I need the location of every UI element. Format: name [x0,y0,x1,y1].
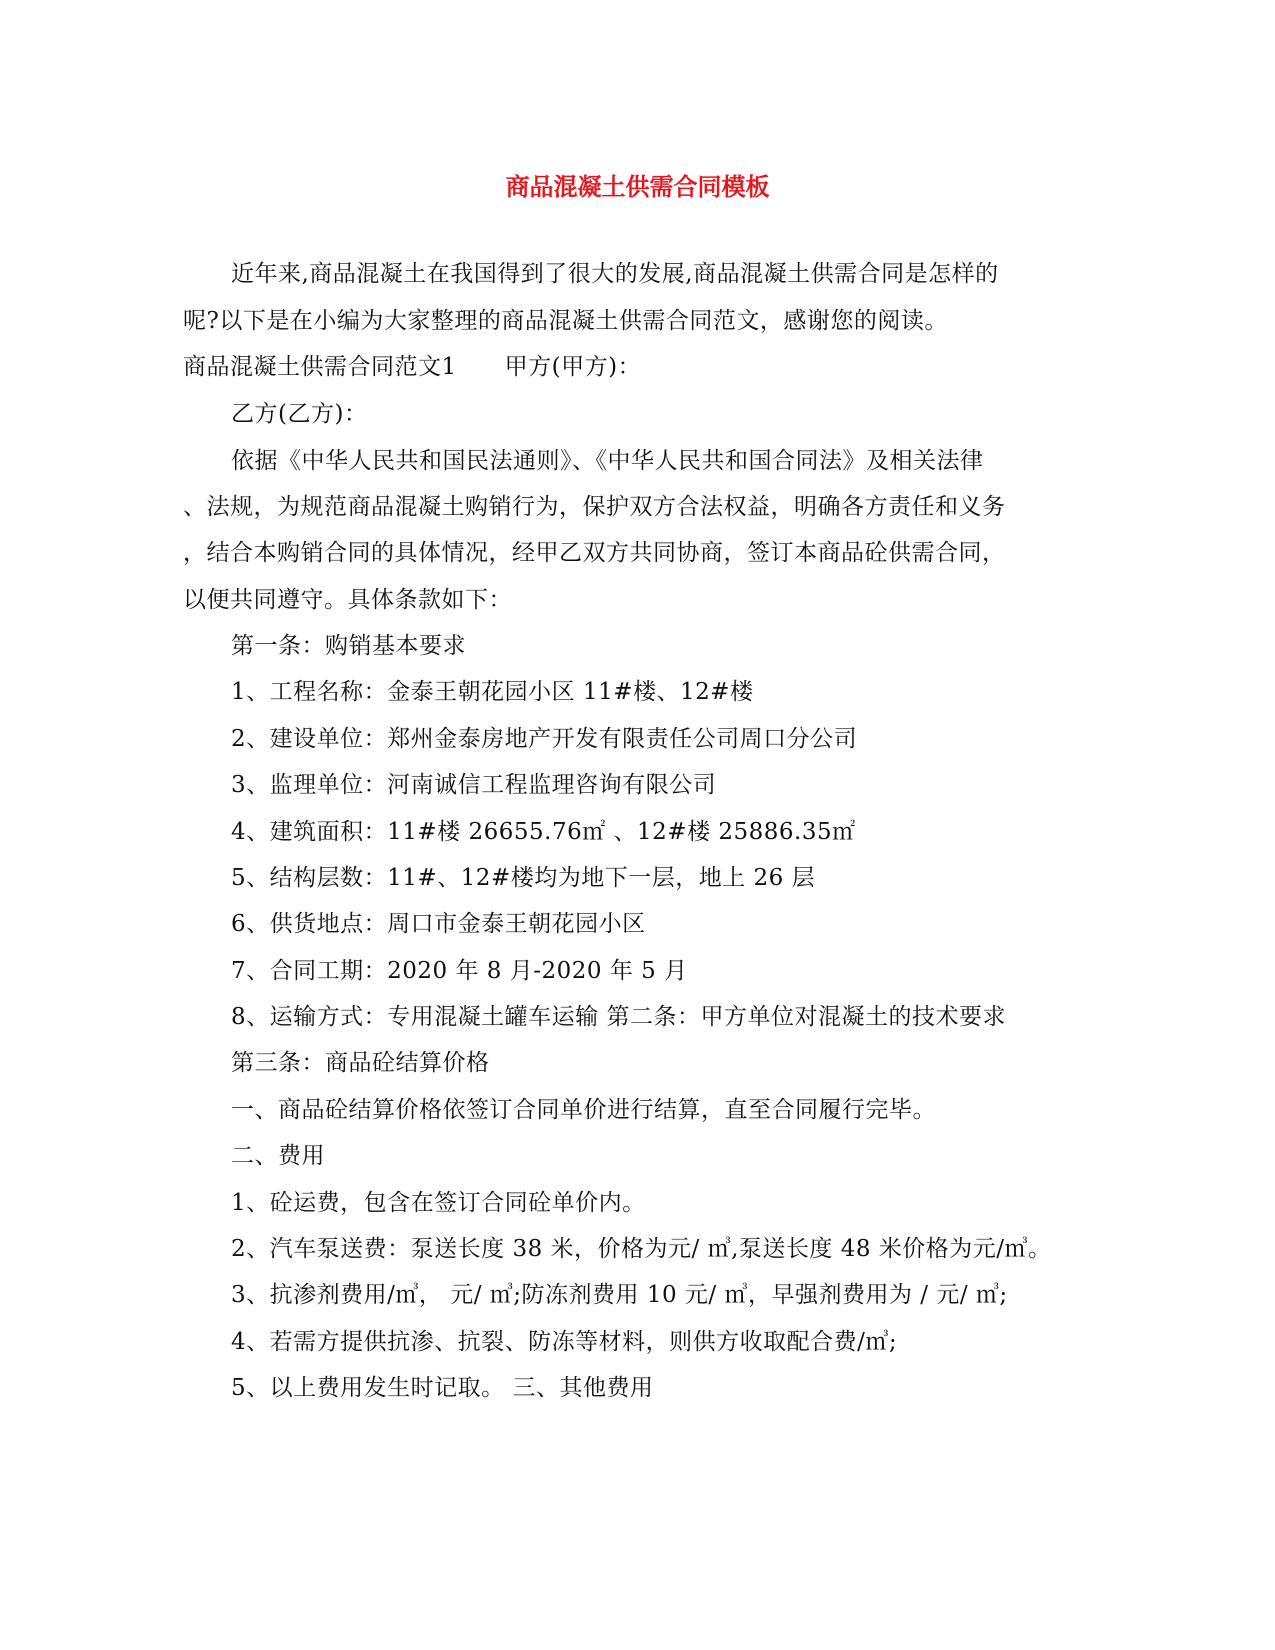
list-item: 6、供货地点：周口市金泰王朝花园小区 [231,911,646,937]
list-item: 4、若需方提供抗渗、抗裂、防冻等材料，则供方收取配合费/㎥; [231,1329,898,1355]
paragraph-line: 一、商品砼结算价格依签订合同单价进行结算，直至合同履行完毕。 [231,1097,936,1123]
list-item: 3、抗渗剂费用/㎥， 元/ ㎥;防冻剂费用 10 元/ ㎥，早强剂费用为 / 元/ ㎥; [231,1282,1008,1308]
paragraph-line: 、法规，为规范商品混凝土购销行为，保护双方合法权益，明确各方责任和义务 [183,494,1006,520]
list-item: 7、合同工期：2020 年 8 月-2020 年 5 月 [231,958,688,984]
sample-heading: 商品混凝土供需合同范文1 [183,354,457,380]
document-title: 商品混凝土供需合同模板 [505,173,770,201]
paragraph-line [183,352,641,382]
party-a-label: 甲方(甲方)： [504,354,642,380]
list-item: 1、工程名称：金泰王朝花园小区 11#楼、12#楼 [231,679,754,705]
list-item: 3、监理单位：河南诚信工程监理咨询有限公司 [231,772,717,798]
paragraph-line: ，结合本购销合同的具体情况，经甲乙双方共同协商，签订本商品砼供需合同， [183,540,1006,566]
list-item: 8、运输方式：专用混凝土罐车运输 第二条：甲方单位对混凝土的技术要求 [231,1004,1006,1030]
list-item: 2、汽车泵送费：泵送长度 38 米，价格为元/ ㎥,泵送长度 48 米价格为元/㎥。 [231,1236,1052,1262]
paragraph-line: 呢?以下是在小编为大家整理的商品混凝土供需合同范文，感谢您的阅读。 [183,308,948,334]
paragraph-line: 近年来,商品混凝土在我国得到了很大的发展,商品混凝土供需合同是怎样的 [231,261,999,287]
paragraph-line: 依据《中华人民共和国民法通则》、《中华人民共和国合同法》及相关法律 [231,448,984,474]
article-heading: 第一条：购销基本要求 [231,633,466,659]
list-item: 5、以上费用发生时记取。 三、其他费用 [231,1375,654,1401]
section-heading: 二、费用 [231,1143,325,1169]
paragraph-line: 以便共同遵守。具体条款如下： [183,587,512,613]
list-item: 2、建设单位：郑州金泰房地产开发有限责任公司周口分公司 [231,726,858,752]
party-b-label: 乙方(乙方)： [231,401,368,427]
list-item: 4、建筑面积：11#楼 26655.76㎡ 、12#楼 25886.35㎡ [231,819,856,845]
article-heading: 第三条：商品砼结算价格 [231,1050,490,1076]
list-item: 1、砼运费，包含在签订合同砼单价内。 [231,1190,646,1216]
list-item: 5、结构层数：11#、12#楼均为地下一层，地上 26 层 [231,865,816,891]
